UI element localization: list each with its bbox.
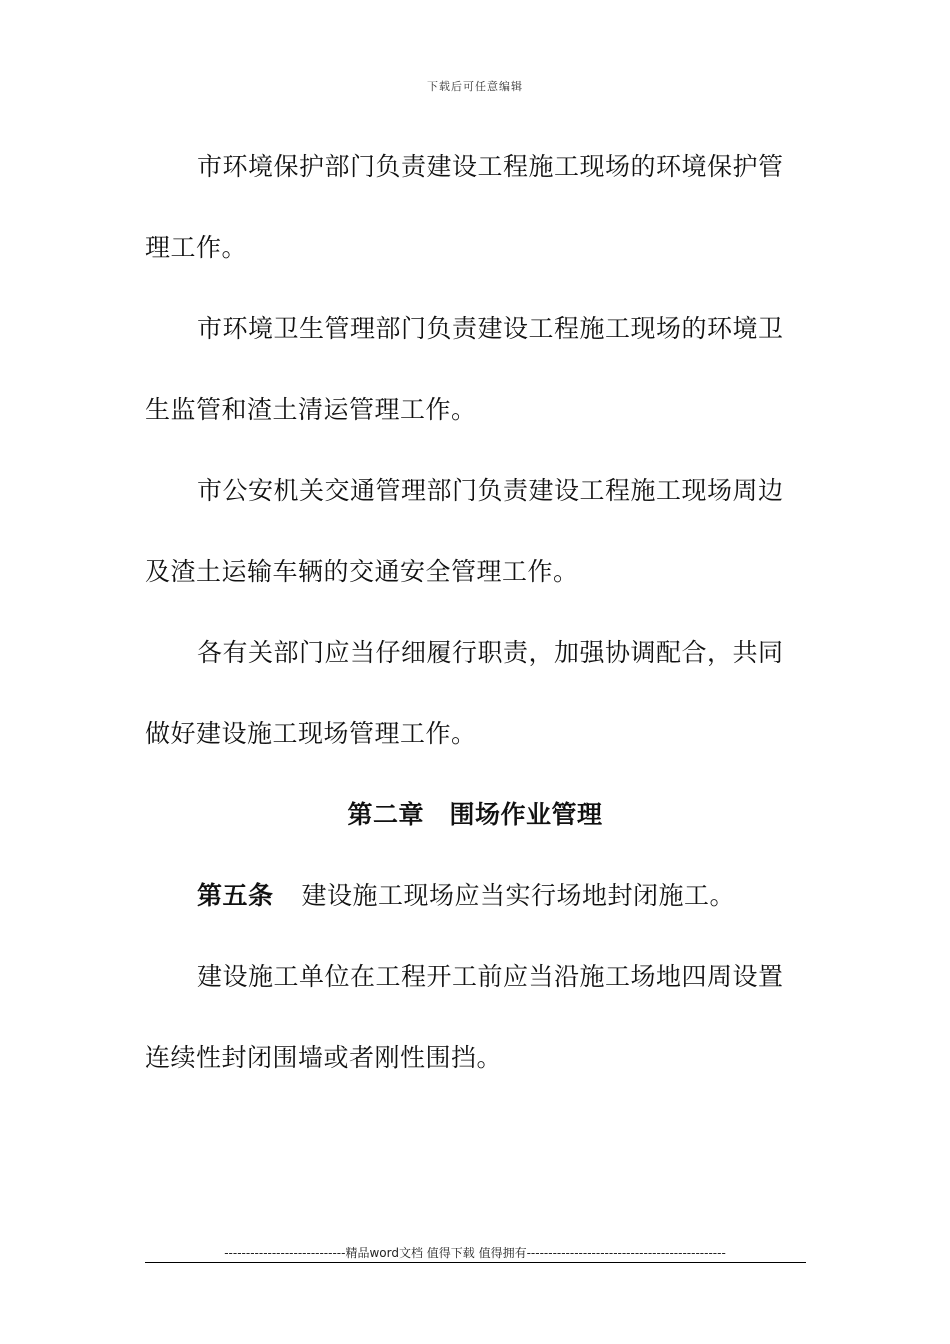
article-text: 建设施工现场应当实行场地封闭施工。 bbox=[301, 881, 736, 910]
document-body bbox=[145, 126, 805, 1098]
page-header-note: 下载后可任意编辑 bbox=[427, 80, 523, 93]
paragraph-enclosure-wall: 建设施工单位在工程开工前应当沿施工场地四周设置连续性封闭围墙或者刚性围挡。 bbox=[145, 962, 784, 1072]
paragraph-env-sanitation: 市环境卫生管理部门负责建设工程施工现场的环境卫生监管和渣土清运管理工作。 bbox=[145, 314, 784, 424]
footer-divider bbox=[145, 1262, 806, 1263]
paragraph-env-protection: 市环境保护部门负责建设工程施工现场的环境保护管理工作。 bbox=[145, 152, 784, 262]
paragraph-traffic-management: 市公安机关交通管理部门负责建设工程施工现场周边及渣土运输车辆的交通安全管理工作。 bbox=[145, 476, 784, 586]
article-number: 第五条 bbox=[197, 881, 274, 910]
paragraph-departments-cooperation: 各有关部门应当仔细履行职责，加强协调配合，共同做好建设施工现场管理工作。 bbox=[145, 638, 784, 748]
article-five bbox=[145, 855, 805, 936]
page-footer-text: ----------------------------精品word文档 值得下载 值得拥有---------------------------------------------- bbox=[224, 1246, 726, 1260]
chapter-heading: 第二章 围场作业管理 bbox=[347, 800, 603, 829]
